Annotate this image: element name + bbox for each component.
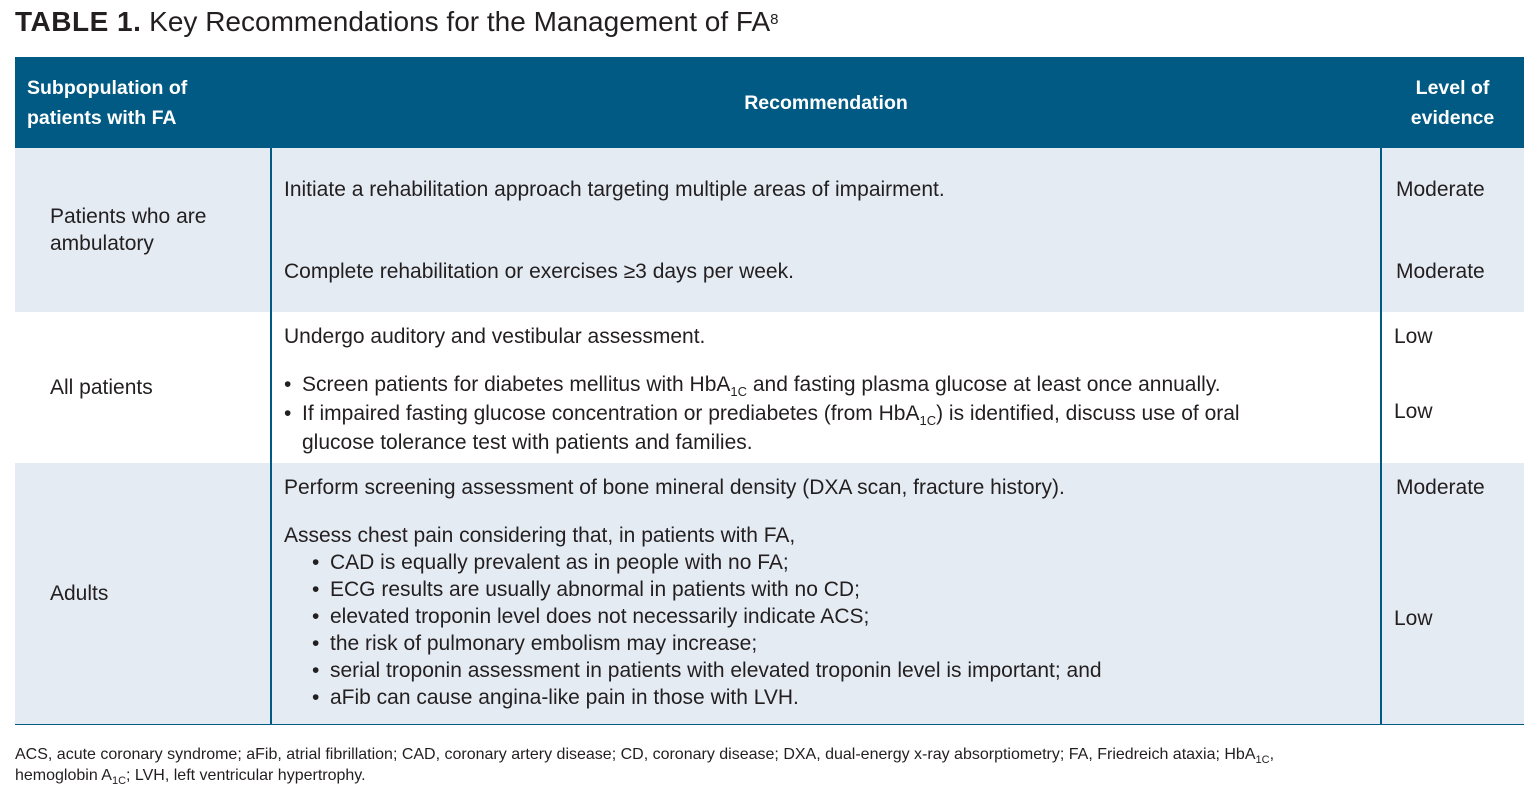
header-evidence: Level of evidence bbox=[1410, 77, 1495, 129]
population-cell: Adults bbox=[50, 582, 109, 605]
column-divider bbox=[1380, 57, 1382, 725]
list-item: • Screen patients for diabetes mellitus with HbA$_{1C}$ and fasting plasma glucose at least once annually. bbox=[284, 371, 1240, 400]
evidence-cell: Moderate bbox=[1396, 476, 1485, 499]
evidence-cell: Moderate bbox=[1396, 260, 1485, 283]
recommendation-cell: Complete rehabilitation or exercises ≥3 days per week. bbox=[284, 260, 794, 283]
footnote-line: ACS, acute coronary syndrome; aFib, atrial fibrillation; CAD, coronary artery disease; CD, coronary disease; DXA, dual-energy x-ray absorptiometry; FA, Friedreich ataxia; HbA$_{1C}$, bbox=[15, 746, 1275, 766]
recommendation-cell bbox=[284, 522, 1102, 711]
column-divider bbox=[270, 57, 272, 725]
evidence-cell: Low bbox=[1394, 607, 1433, 630]
population-cell: All patients bbox=[50, 376, 153, 399]
table-label: TABLE 1. bbox=[15, 6, 142, 37]
list-item: • aFib can cause angina-like pain in those with LVH. bbox=[284, 684, 1102, 711]
recommendation-cell bbox=[284, 371, 1240, 456]
list-item: • elevated troponin level does not necessarily indicate ACS; bbox=[284, 603, 1102, 630]
population-cell: Patients who are ambulatory bbox=[50, 205, 207, 255]
table-header bbox=[15, 57, 1524, 148]
evidence-cell: Low bbox=[1394, 400, 1433, 423]
recommendation-cell: Undergo auditory and vestibular assessment. bbox=[284, 325, 706, 348]
table-caption: Key Recommendations for the Management of FA bbox=[149, 6, 771, 37]
list-item: • If impaired fasting glucose concentration or prediabetes (from HbA$_{1C}$) is identified, discuss use of oral glucose tolerance test with patients and families. bbox=[284, 400, 1240, 456]
header-recommendation: Recommendation bbox=[744, 92, 908, 114]
evidence-cell: Moderate bbox=[1396, 178, 1485, 201]
recommendations-table bbox=[15, 57, 1524, 725]
list-item: • ECG results are usually abnormal in patients with no CD; bbox=[284, 576, 1102, 603]
recommendation-intro: Assess chest pain considering that, in patients with FA, bbox=[284, 524, 796, 547]
recommendation-cell: Perform screening assessment of bone mineral density (DXA scan, fracture history). bbox=[284, 476, 1065, 499]
table-footnote bbox=[15, 745, 1274, 787]
header-subpopulation: Subpopulation of patients with FA bbox=[27, 77, 188, 129]
reference-number: 8 bbox=[770, 11, 779, 28]
list-item: • CAD is equally prevalent as in people with no FA; bbox=[284, 549, 1102, 576]
table-bottom-rule bbox=[15, 724, 1524, 725]
footnote-line: hemoglobin $A_{1C}$; LVH, left ventricular hypertrophy. bbox=[15, 767, 366, 787]
table-title bbox=[15, 2, 779, 42]
evidence-cell: Low bbox=[1394, 325, 1433, 348]
recommendation-cell: Initiate a rehabilitation approach targeting multiple areas of impairment. bbox=[284, 178, 945, 201]
list-item: • serial troponin assessment in patients with elevated troponin level is important; and bbox=[284, 657, 1102, 684]
list-item: • the risk of pulmonary embolism may increase; bbox=[284, 630, 1102, 657]
